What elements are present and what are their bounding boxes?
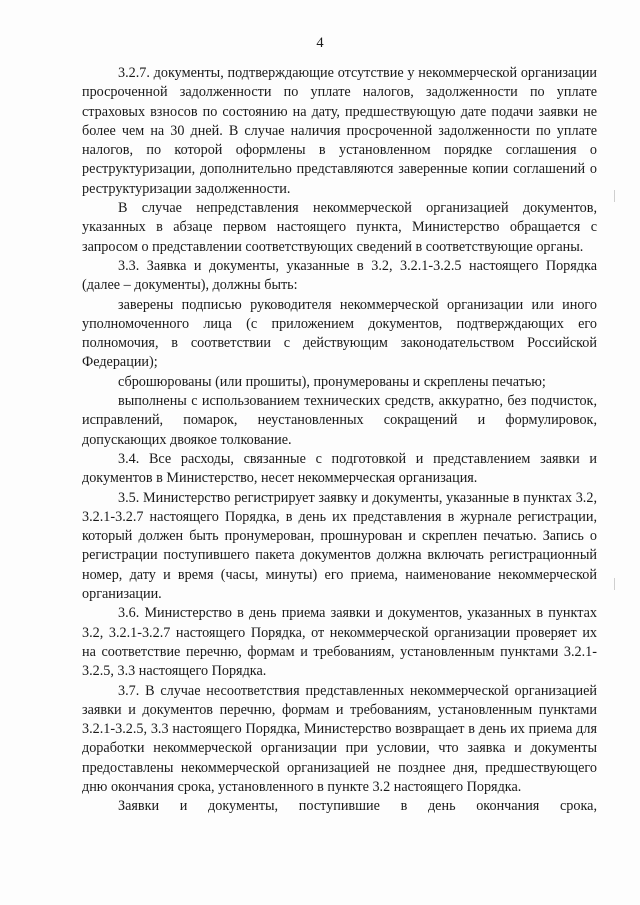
paragraph-3-5: 3.5. Министерство регистрирует заявку и документы, указанные в пунктах 3.2, 3.2.1-3.2.7 настоящего Порядка, в день их представления в журнале регистрации, который должен быть пронумерован, прошнурован и скреплен печатью. Запись о регистрации поступившего пакета документов должна включать регистрационный номер, дату и время (часы, минуты) его приема, наименование некоммерческой организации. <box>82 489 597 603</box>
paragraph-applications-received: Заявки и документы, поступившие в день окончания срока, <box>118 798 597 815</box>
paragraph-certified-signature: заверены подписью руководителя некоммерческой организации или иного уполномоченного лица (с приложением документов, подтверждающих его полномочия, в соответствии с действующим законодательством Российской Федерации); <box>82 296 597 371</box>
paragraph-3-3: 3.3. Заявка и документы, указанные в 3.2, 3.2.1-3.2.5 настоящего Порядка (далее – документы), должны быть: <box>82 257 597 294</box>
document-body <box>82 64 597 817</box>
paragraph-technical-means: выполнены с использованием технических средств, аккуратно, без подчисток, исправлений, помарок, неустановленных сокращений и формулировок, допускающих двоякое толкование. <box>82 393 597 448</box>
page-number: 4 <box>316 35 324 51</box>
scan-margin-mark-top <box>614 190 615 202</box>
paragraph-3-4: 3.4. Все расходы, связанные с подготовкой и представлением заявки и документов в Министерство, несет некоммерческая организация. <box>82 450 597 487</box>
scan-margin-mark-bottom <box>614 578 615 590</box>
paragraph-bound-numbered: сброшюрованы (или прошиты), пронумерованы и скреплены печатью; <box>118 373 546 390</box>
paragraph-nonsubmission: В случае непредставления некоммерческой организацией документов, указанных в абзаце первом настоящего пункта, Министерство обращается с запросом о представлении соответствующих сведений в соответствующие органы. <box>82 200 597 255</box>
paragraph-3-7: 3.7. В случае несоответствия представленных некоммерческой организацией заявки и документов перечню, формам и требованиям, установленным пунктами 3.2.1-3.2.5, 3.3 настоящего Порядка, Министерство возвращает в день их приема для доработки некоммерческой организации при условии, что заявка и документы предоставлены некоммерческой организацией не позднее дня, предшествующего дню окончания срока, установленного в пункте 3.2 настоящего Порядка. <box>82 682 597 795</box>
paragraph-3-6: 3.6. Министерство в день приема заявки и документов, указанных в пунктах 3.2, 3.2.1-3.2.7 настоящего Порядка, от некоммерческой организации проверяет их на соответствие перечню, формам и требованиям, установленным пунктами 3.2.1-3.2.5, 3.3 настоящего Порядка. <box>82 605 597 680</box>
paragraph-3-2-7: 3.2.7. документы, подтверждающие отсутствие у некоммерческой организации просроченной задолженности по уплате налогов, задолженности по уплате страховых взносов по состоянию на дату, предшествующую дате подачи заявки не более чем на 30 дней. В случае наличия просроченной задолженности по уплате налогов, по которой оформлены в установленном порядке соглашения о реструктуризации, дополнительно представляются заверенные копии соглашений о реструктуризации задолженности. <box>82 65 597 197</box>
